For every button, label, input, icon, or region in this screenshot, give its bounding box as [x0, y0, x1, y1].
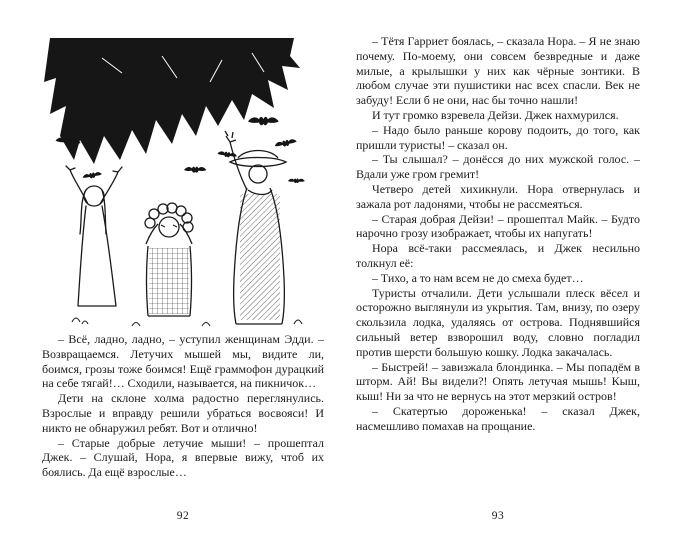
dark-canopy	[44, 38, 300, 164]
paragraph: Туристы отчалили. Дети услышали плеск вёсел и осторожно выглянули из укрытия. Там, внизу, по озеру скользила лодка, удаляясь от острова. Поднявшийся сильный ветер взворошил воду, словно погладил против шерсти большую кошку. Лодка закачалась.	[356, 285, 640, 359]
illustration-bats-scene	[42, 38, 324, 328]
paragraph: Дети на склоне холма радостно переглянулись. Взрослые и вправду решили убраться восвояси! И никто не обнаружил ребят. Вот и отлично!	[42, 391, 324, 435]
page-right-text	[356, 34, 640, 434]
paragraph: – Ты слышал? – донёсся до них мужской голос. – Вдали уже гром гремит!	[356, 152, 640, 182]
bats-illustration-svg	[42, 38, 324, 330]
page-number-left: 92	[176, 510, 190, 522]
paragraph: – Всё, ладно, ладно, – уступил женщинам Эдди. – Возвращаемся. Летучих мышей мы, видите ли, боимся, грозы тоже боимся! Ещё граммофон дурацкий на себе тягай!… Сходили, называется, на пикничок…	[42, 332, 324, 391]
woman-figure	[66, 166, 122, 306]
paragraph: – Надо было раньше корову подоить, до того, как пришли туристы! – сказал он.	[356, 122, 640, 152]
page-number-right: 93	[491, 510, 505, 522]
paragraph: – Старая добрая Дейзи! – прошептал Майк. – Будто нарочно грозу изображает, чтобы их напугать!	[356, 211, 640, 241]
page-left	[42, 0, 324, 535]
page-left-text	[42, 332, 324, 480]
paragraph: – Скатертью дороженька! – сказал Джек, насмешливо помахав на прощание.	[356, 403, 640, 433]
paragraph: Четверо детей хихикнули. Нора отвернулась и зажала рот ладонями, чтобы не рассмеяться.	[356, 181, 640, 211]
paragraph: И тут громко взревела Дейзи. Джек нахмурился.	[372, 107, 619, 122]
page-right	[356, 0, 640, 535]
paragraph: – Старые добрые летучие мыши! – прошептал Джек. – Слушай, Нора, я впервые вижу, чтоб их боялись. Да ещё взрослые…	[42, 435, 324, 480]
paragraph: – Тётя Гарриет боялась, – сказала Нора. – Я не знаю почему. По-моему, они совсем безвредные и даже милые, а крылышки у них как чёрные зонтики. В любом случае эти пушистики нас всех спасли. Век не забуду! Если б не они, нас бы точно нашли!	[356, 34, 640, 108]
man-in-hat-figure	[225, 131, 286, 324]
paragraph: Нора всё-таки рассмеялась, и Джек несильно толкнул её:	[356, 241, 640, 270]
curly-figure	[145, 203, 193, 316]
paragraph: – Быстрей! – завизжала блондинка. – Мы попадём в шторм. Ай! Вы видели?! Опять летучая мышь! Кыш, кыш! Ни за что не вернусь на этот мерзкий остров!	[356, 359, 640, 404]
paragraph: – Тихо, а то нам всем не до смеха будет…	[372, 270, 584, 285]
